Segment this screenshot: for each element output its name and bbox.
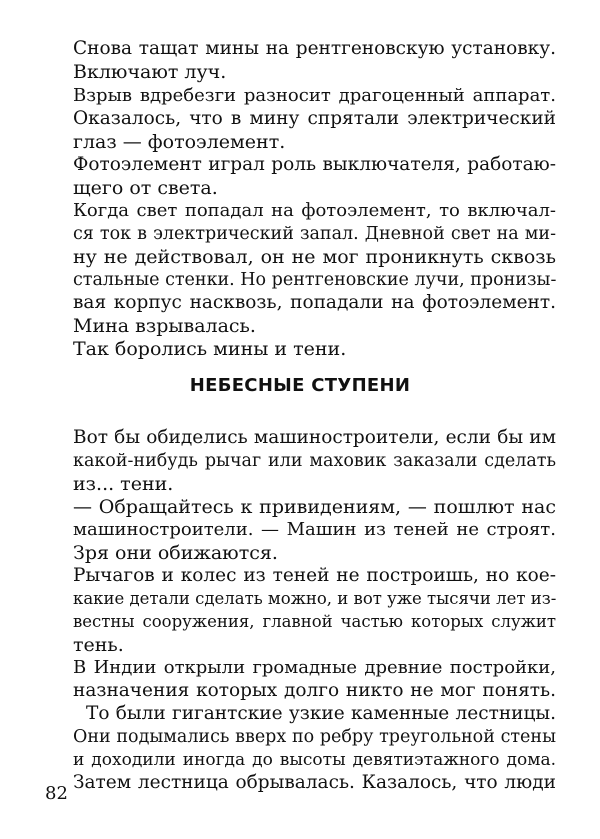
text-line: какой-нибудь рычаг или маховик заказали сделать <box>73 451 556 471</box>
text-line: вая корпус насквозь, попадали на фотоэлемент. <box>73 292 556 313</box>
text-line: В Индии открыли громадные древние постройки, <box>73 657 556 678</box>
page-number: 82 <box>45 783 68 804</box>
text-line: Включают луч. <box>73 61 227 83</box>
text-line: стальные стенки. Но рентгеновские лучи, пронизы- <box>73 270 557 290</box>
text-line: То были гигантские узкие каменные лестницы. <box>86 703 556 724</box>
text-line: тень. <box>73 634 124 656</box>
text-line: машиностроители. — Машин из теней не строят. <box>73 519 556 540</box>
text-line: Вот бы обиделись машиностроители, если бы им <box>73 427 556 448</box>
text-line: Они подымались вверх по ребру треугольной стены <box>73 727 556 747</box>
text-line: — Обращайтесь к привидениям, — пошлют нас <box>73 496 556 518</box>
text-line: Когда свет попадал на фотоэлемент, то включал- <box>73 200 556 221</box>
text-line: назначения которых долго никто не мог понять. <box>73 680 556 701</box>
text-line: и доходили иногда до высоты девятиэтажного дома. <box>73 750 556 770</box>
text-line: Так боролись мины и тени. <box>73 338 347 360</box>
text-line: вестны сооружения, главной частью которых служит <box>73 612 556 631</box>
text-line: ся ток в электрический запал. Дневной свет на ми- <box>73 224 556 244</box>
text-line: Зря они обижаются. <box>73 542 278 564</box>
text-line: ну не действовал, он не мог проникнуть сквозь <box>73 246 556 268</box>
text-line: щего от света. <box>73 177 218 199</box>
text-line: Взрыв вдребезги разносит драгоценный аппарат. <box>73 85 556 106</box>
text-line: Оказалось, что в мину спрятали электрический <box>73 108 556 129</box>
text-line: какие детали сделать можно, и вот уже тысячи лет из- <box>73 589 557 608</box>
text-line: Рычагов и колес из теней не построишь, но кое- <box>73 565 556 586</box>
text-line: глаз — фотоэлемент. <box>73 131 286 153</box>
text-line: Фотоэлемент играл роль выключателя, работаю- <box>73 154 556 175</box>
text-line: Мина взрывалась. <box>73 315 256 337</box>
text-line: Затем лестница обрывалась. Казалось, что люди <box>73 772 556 793</box>
text-line: из... тени. <box>73 473 174 495</box>
section-heading: НЕБЕСНЫЕ СТУПЕНИ <box>189 375 411 396</box>
text-line: Снова тащат мины на рентгеновскую установку. <box>73 38 556 59</box>
